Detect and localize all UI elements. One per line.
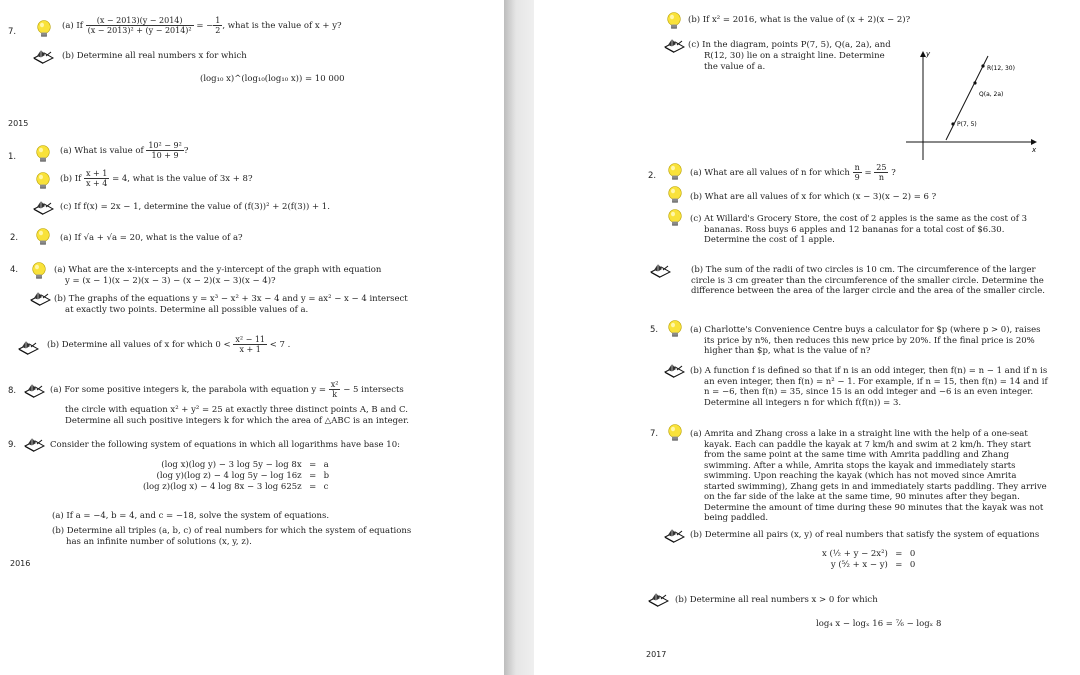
left-page (0, 0, 504, 675)
lightbulb-icon (667, 320, 683, 338)
math-book-icon (33, 49, 54, 64)
problem-9a: (a) If a = −4, b = 4, and c = −18, solve the system of equations. (52, 511, 330, 521)
problem-9-intro: Consider the following system of equations in which all logarithms have base 10: (50, 440, 400, 450)
point-p-label: P(7, 5) (957, 121, 977, 128)
problem-9-system: (log x)(log y) − 3 log 5y − log 8x = a (log y)(log z) − 4 log 5y − log 16z = b (log z)(log x) − 4 log 8x − 3 log 625z = c (143, 460, 330, 492)
problem-3b-right: (b) The sum of the radii of two circles is 10 cm. The circumference of the larger circle is 3 cm greater than the circumference of the smaller circle. Determine the difference between the area of the larger circle and the area of the smaller circle. (691, 265, 1045, 296)
problem-7a-right: (a) Amrita and Zhang cross a lake in a straight line with the help of a one-seat kayak. Each can paddle the kayak at 7 km/h and swim at 2 km/h. They start from the same point at the same time with Amrita paddling and Zhang swimming. After a while, Amrita stops the kayak and immediately starts swimming. Upon reaching the kayak (which has not moved since Amrita started swimming), Zhang gets in and immediately starts paddling. They arrive on the far side of the lake at the same time, 90 minutes after they began. Determine the amount of time during these 90 minutes that the kayak was not being paddled. (690, 429, 1047, 523)
question-number: 2. (10, 233, 19, 243)
problem-1a: (a) What is value of $\frac{\text{10² − 9²}}{10 + 9}$ ? (60, 141, 189, 160)
question-number: 4. (10, 265, 19, 275)
problem-6b: (b) Determine all values of x for which 0 < $\frac{\text{x² − 11}}{x + 1}$ < 7 . (47, 335, 291, 354)
problem-1b: (b) If $\frac{x + 1}{x + 4}$ = 4, what is the value of 3x + 8? (60, 169, 253, 188)
lightbulb-icon (35, 172, 51, 190)
math-book-icon (664, 528, 685, 543)
problem-8a-line2: the circle with equation x² + y² = 25 at exactly three distinct points A, B and C. (65, 405, 408, 415)
question-number: 5. (650, 325, 659, 335)
math-book-icon (33, 200, 54, 215)
lightbulb-icon (667, 209, 683, 227)
problem-8b-equation: log₄ x − logₓ 16 = ⁷⁄₆ − logₓ 8 (816, 619, 942, 629)
lightbulb-icon (666, 12, 682, 30)
lightbulb-icon (35, 228, 51, 246)
math-book-icon (24, 437, 45, 452)
problem-4b-line2: at exactly two points. Determine all possible values of a. (65, 305, 309, 315)
problem-5a-right: (a) Charlotte's Convenience Centre buys a calculator for $p (where p > 0), raises its price by n%, then reduces this new price by 20%. If the final price is 20% higher than $p, what is the value of n? (690, 325, 1041, 356)
x-axis-label: x (1032, 146, 1037, 154)
problem-7b-right: (b) If x² = 2016, what is the value of (x + 2)(x − 2)? (688, 15, 911, 25)
problem-7c-line3: the value of a. (704, 62, 766, 72)
problem-8a-line1: (a) For some positive integers k, the parabola with equation y = $\frac{\text{x²}}{k}$ − 5 intersects (50, 380, 404, 399)
problem-7b-system: x (½ + y − 2x²) = 0 y (⁵⁄₂ + x − y) = 0 (822, 549, 916, 570)
problem-9b-line2: has an infinite number of solutions (x, y, z). (66, 537, 252, 547)
y-axis-label: y (926, 50, 931, 58)
math-book-icon (664, 38, 685, 53)
right-page (534, 0, 1080, 675)
question-number: 8. (8, 386, 17, 396)
point-q-label: Q(a, 2a) (979, 91, 1004, 98)
problem-7c-line2: R(12, 30) lie on a straight line. Determine (704, 51, 885, 61)
problem-4b-line1: (b) The graphs of the equations y = x³ − x² + 3x − 4 and y = ax² − x − 4 intersect (54, 294, 408, 304)
question-number: 2. (648, 171, 657, 181)
problem-4a-line1: (a) What are the x-intercepts and the y-intercept of the graph with equation (54, 265, 382, 275)
lightbulb-icon (35, 145, 51, 163)
problem-4a-line2: y = (x − 1)(x − 2)(x − 3) − (x − 2)(x − 3)(x − 4)? (65, 276, 276, 286)
problem-8b-right: (b) Determine all real numbers x > 0 for which (675, 595, 878, 605)
question-number: 7. (8, 27, 17, 37)
problem-2b-right: (b) What are all values of x for which (x − 3)(x − 2) = 6 ? (690, 192, 937, 202)
math-book-icon (650, 263, 671, 278)
point-r (981, 64, 984, 67)
problem-2a: (a) If √a + √a = 20, what is the value of a? (60, 233, 243, 243)
math-book-icon (664, 363, 685, 378)
lightbulb-icon (667, 163, 683, 181)
problem-5b-right: (b) A function f is defined so that if n is an odd integer, then f(n) = n − 1 and if n is an even integer, then f(n) = n² − 1. For example, if n = 15, then f(n) = 14 and if n = −6, then f(n) = 35, since 15 is an odd integer and −6 is an even integer. Determine all integers n for which f(f(n)) = 3. (690, 366, 1048, 408)
point-q (973, 81, 976, 84)
problem-8a-line3: Determine all such positive integers k for which the area of △ABC is an integer. (65, 416, 409, 426)
problem-7b-right: (b) Determine all pairs (x, y) of real numbers that satisfy the system of equations (690, 530, 1040, 540)
question-number: 1. (8, 152, 17, 162)
year-heading-2017: 2017 (646, 650, 667, 659)
problem-2a-right: (a) What are all values of n for which $\frac{n}{9}$ = $\frac{25}{n}$ ? (690, 163, 896, 182)
problem-7b: (b) Determine all real numbers x for which (62, 51, 247, 61)
question-number: 9. (8, 440, 17, 450)
point-r-label: R(12, 30) (987, 65, 1015, 72)
math-book-icon (648, 592, 669, 607)
lightbulb-icon (667, 186, 683, 204)
lightbulb-icon (667, 424, 683, 442)
problem-2c-right: (c) At Willard's Grocery Store, the cost of 2 apples is the same as the cost of 3 bananas. Ross buys 6 apples and 12 bananas for a total cost of $6.30. Determine the cost of 1 apple. (690, 214, 1028, 245)
problem-7a: (a) If $\frac{(x - 2013)(y - 2014)}{\text{(x − 2013)² + (y − 2014)²}}$ = − $\frac{1}{2}$ , what is the value of x + y? (62, 16, 342, 35)
problem-1c: (c) If f(x) = 2x − 1, determine the value of (f(3))² + 2(f(3)) + 1. (60, 202, 330, 212)
question-number: 7. (650, 429, 659, 439)
math-book-icon (18, 340, 39, 355)
problem-7c-line1: (c) In the diagram, points P(7, 5), Q(a, 2a), and (688, 40, 891, 50)
math-book-icon (24, 383, 45, 398)
line-diagram (904, 48, 1040, 164)
point-p (951, 122, 954, 125)
problem-9b-line1: (b) Determine all triples (a, b, c) of real numbers for which the system of equations (52, 526, 412, 536)
math-book-icon (30, 291, 51, 306)
problem-7b-equation: (log₁₀ x)^(log₁₀(log₁₀ x)) = 10 000 (200, 74, 345, 84)
page-gutter (504, 0, 534, 675)
year-heading-2015: 2015 (8, 119, 29, 128)
year-heading-2016: 2016 (10, 559, 31, 568)
lightbulb-icon (36, 20, 52, 38)
lightbulb-icon (31, 262, 47, 280)
